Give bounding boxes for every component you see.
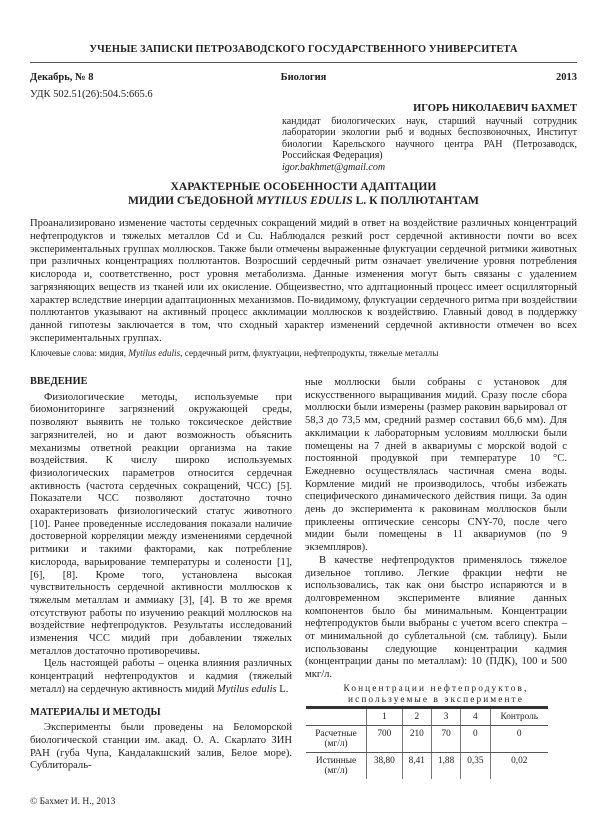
table-row [306, 726, 548, 753]
right-column [305, 377, 567, 682]
table-cell: 1,88 [431, 753, 460, 780]
table-cell: 210 [402, 726, 431, 753]
methods-paragraph-1-start: Эксперименты были проведены на Беломорской биологической станции им. акад. О. А. Скарлато ЗИН РАН (губа Чупа, Кандалакшский залив, Белое море). Сублитораль- [30, 722, 292, 772]
table-caption-line-1: Концентрации нефтепродуктов, [343, 684, 529, 694]
author-affiliation: кандидат биологических наук, старший научный сотрудник лаборатории экологии рыб и водных беспозвоночных, Институт биологии Карельского научного центра РАН (Петрозаводск, Российская Федерация) [282, 115, 577, 162]
intro-paragraph-2 [30, 658, 292, 696]
table-header-cell [306, 708, 367, 726]
row-label-text: Расчетные [315, 729, 357, 739]
table-header-cell: 2 [402, 708, 431, 726]
header-divider [30, 62, 577, 63]
article-title-line-2 [30, 194, 577, 208]
table-cell: 70 [431, 726, 460, 753]
intro-p2-text: Цель настоящей работы – оценка влияния различных концентраций нефтепродуктов и кадмия (тяжелый металл) на сердечную активность мидий [30, 658, 292, 695]
table-cell: 8,41 [402, 753, 431, 780]
author-email[interactable]: igor.bakhmet@gmail.com [282, 161, 386, 173]
row-label [306, 726, 367, 753]
concentration-table [306, 706, 548, 779]
table-cell: 700 [367, 726, 403, 753]
table-cell: 38,80 [367, 753, 403, 780]
article-title [30, 180, 577, 207]
row-label-text: Истинные [315, 756, 357, 766]
table-cell: 0,35 [461, 753, 490, 780]
author-block [282, 103, 577, 174]
abstract: Проанализировано изменение частоты сердечных сокращений мидий в ответ на воздействие различных концентраций нефтепродуктов и тяжелых металлов Cd и Cu. Наблюдался резкий рост сердечной активности почти во всех экспериментальных группах моллюсков. Также были отмечены выраженные флуктуации сердечной ритмики животных при различных концентрациях поллютантов. Возросший сердечный ритм означает увеличение уровня потребления кислорода и, соответственно, рост уровня метаболизма. Данные изменения могут быть связаны с удалением загрязняющих веществ из тканей или их окисление. Общеизвестно, что адптационный процесс имеет осцилляторный характер вследствие инерции адаптационных механизмов. По-видимому, флуктуации сердечного ритма при воздействии поллютантов указывают на активный процесс акклимации моллюсков к воздействию. Главный довод в поддержку данной гипотезы заключается в том, что сходный характер изменений сердечной активности отмечен во всех экспериментальных группах. [30, 218, 577, 344]
issue-year: 2013 [556, 72, 577, 83]
copyright-notice: © Бахмет И. Н., 2013 [30, 797, 116, 807]
row-label-unit: (мг/л) [324, 766, 348, 776]
table-cell: 0,02 [490, 753, 548, 780]
table-cell: 0 [490, 726, 548, 753]
author-name: ИГОРЬ НИКОЛАЕВИЧ БАХМЕТ [413, 103, 577, 114]
keywords [30, 348, 577, 358]
row-label [306, 753, 367, 780]
title-species: MYTILUS EDULIS [256, 193, 353, 207]
section-heading-intro: ВВЕДЕНИЕ [30, 376, 88, 387]
table-header-cell: 4 [461, 708, 490, 726]
table-caption-line-2: используемые в эксперименте [348, 694, 524, 705]
intro-p2-species: Mytilus edulis [216, 683, 277, 695]
table-row [306, 753, 548, 780]
keywords-species: Mytilus edulis [128, 348, 181, 358]
table-header-cell: 3 [431, 708, 460, 726]
journal-title: УЧЕНЫЕ ЗАПИСКИ ПЕТРОЗАВОДСКОГО ГОСУДАРСТВЕННОГО УНИВЕРСИТЕТА [89, 44, 518, 55]
title-text: МИДИИ СЪЕДОБНОЙ [128, 193, 257, 207]
intro-p2-end: L. [276, 683, 289, 695]
methods-paragraph-2: В качестве нефтепродуктов применялось тяжелое дизельное топливо. Легкие фракции нефти не использовались, так как они быстро испаряются и в долговременном эксперименте влияние данных компонентов было бы минимальным. Концентрации нефтепродуктов были выбраны с учетом всего спектра – от минимальной до сублетальной (см. таблицу). Были использованы следующие концентрации кадмия (концентрации даны по металлам): 10 (ПДК), 100 и 500 мкг/л. [305, 554, 567, 681]
keywords-list: , сердечный ритм, флуктуации, нефтепродукты, тяжелые металлы [180, 348, 439, 358]
table-cell: 0 [461, 726, 490, 753]
keywords-label: Ключевые слова: мидия, [30, 348, 129, 358]
row-label-unit: (мг/л) [324, 739, 348, 749]
left-column [30, 376, 292, 773]
udk-code: УДК 502.51(26):504.5:665.6 [30, 89, 153, 100]
methods-paragraph-1-cont: ные моллюски были собраны с установок для искусственного выращивания мидий. Сразу после сбора моллюски были измерены (размер раковин варьировал от 58,3 до 73,5 мм, средний размер составил 66,6 мм). Для акклимации к лабораторным условиям моллюски были помещены на 7 дней в аквариумы с морской водой с постоянной продувкой при температуре 10 °C. Ежедневно осуществлялась частичная смена воды. Кормление мидий не производилось, чтобы избежать специфического динамического действия пищи. За один день до эксперимента к раковинам моллюсков были приклеены оптические сенсоры CNY-70, после чего мидии были помещены в 11 аквариумов (по 9 экземпляров). [305, 377, 567, 554]
article-title-line-1: ХАРАКТЕРНЫЕ ОСОБЕННОСТИ АДАПТАЦИИ [170, 180, 437, 193]
table-header-row [306, 708, 548, 726]
section-heading-methods: МАТЕРИАЛЫ И МЕТОДЫ [30, 706, 161, 718]
issue-date: Декабрь, № 8 [30, 72, 94, 83]
title-text-end: L. К ПОЛЛЮТАНТАМ [352, 193, 479, 207]
table-header-cell: Контроль [490, 708, 548, 726]
table-header-cell: 1 [367, 708, 403, 726]
intro-paragraph-1: Физиологические методы, используемые при биомониторинге загрязнений окружающей среды, позволяют выявить не только токсическое действие загрязнителей, но и дают возможность объяснить механизмы ответной реакции организма на такие воздействия. К числу широко используемых физиологических параметров относится сердечная активность (частота сердечных сокращений, ЧСС) [5]. Показатели ЧСС позволяют достаточно точно охарактеризовать физиологический статус животного [10]. Ранее проведенные исследования показали наличие достоверной корреляции между изменениями сердечной ритмики и такими факторами, как потребление кислорода, варьирование температуры и солености [1], [6], [8]. Кроме того, установлена высокая чувствительность сердечной активности моллюсков к тяжелым металлам и аммиаку [3], [4]. В то же время отсутствуют работы по изучению реакций моллюсков на воздействие нефтепродуктов. Результаты исследований изменения ЧСС мидий при добавлении тяжелых металлов достаточно противоречивы. [30, 391, 292, 657]
section-name: Биология [280, 72, 327, 83]
table-caption [305, 684, 567, 705]
